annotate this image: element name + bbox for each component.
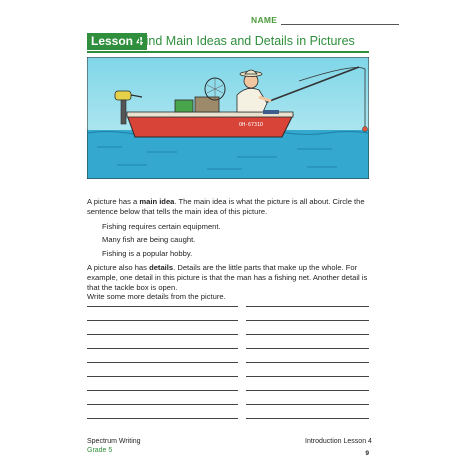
instruction-text: Write some more details from the picture. [87,292,226,301]
write-line[interactable] [246,348,369,349]
write-line[interactable] [246,418,369,419]
write-line[interactable] [246,306,369,307]
lesson-title: Find Main Ideas and Details in Pictures [138,34,355,48]
write-line[interactable] [246,320,369,321]
footer-grade: Grade 5 [87,447,113,454]
boat-registration: OH-6731D [239,122,264,128]
write-line[interactable] [246,390,369,391]
option-2[interactable]: Many fish are being caught. [102,235,196,244]
details-text-start: A picture also has [87,263,150,272]
write-line[interactable] [87,362,238,363]
write-line[interactable] [246,376,369,377]
header-rule [87,51,369,53]
details-paragraph [87,263,377,293]
write-line[interactable] [246,404,369,405]
write-line[interactable] [87,418,238,419]
option-3[interactable]: Fishing is a popular hobby. [102,249,193,258]
name-field [251,15,399,29]
write-line[interactable] [87,334,238,335]
write-line[interactable] [87,320,238,321]
footer-publisher: Spectrum Writing [87,438,141,445]
write-line[interactable] [87,390,238,391]
footer-left [87,437,141,455]
details-term: details [149,263,174,272]
lesson-badge: Lesson 4 [87,33,147,50]
page-number: 9 [365,450,369,457]
option-1[interactable]: Fishing requires certain equipment. [102,222,221,231]
main-idea-text-end: . The main idea is what the picture is all about. Circle the sentence below that tells the main idea of this picture. [87,197,365,216]
fishing-illustration [87,57,369,179]
main-idea-text-start: A picture has a [87,197,140,206]
name-write-line[interactable] [281,24,399,25]
details-text-end: . Details are the little parts that make up the whole. For example, one detail in this picture is that the man has a fishing net. Another detail is that the tackle box is open. [87,263,368,292]
name-label: NAME [251,15,278,25]
write-line[interactable] [87,404,238,405]
main-idea-term: main idea [139,197,175,206]
write-line[interactable] [246,362,369,363]
write-line[interactable] [246,334,369,335]
write-line[interactable] [87,348,238,349]
write-line[interactable] [87,306,238,307]
main-idea-paragraph [87,197,377,217]
write-line[interactable] [87,376,238,377]
footer-section: Introduction Lesson 4 [305,438,372,445]
lesson-header [87,33,369,51]
